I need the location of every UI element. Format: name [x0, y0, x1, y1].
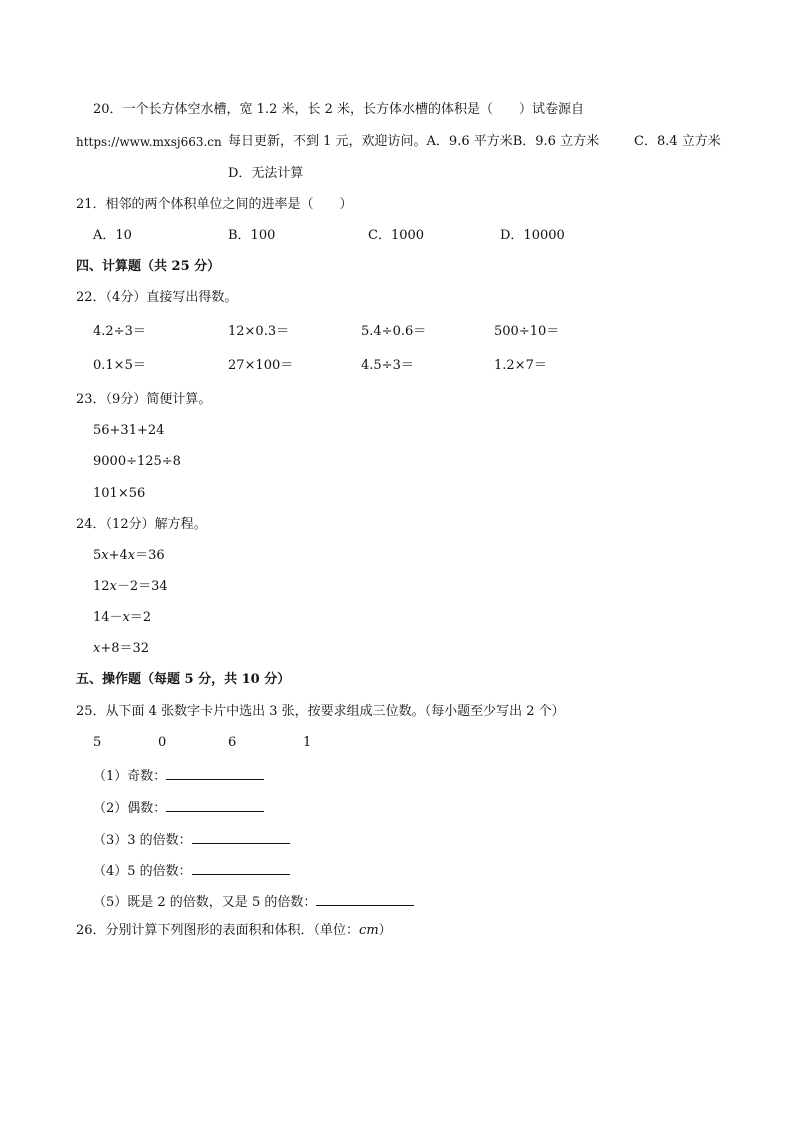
answer-blank[interactable] [192, 830, 290, 844]
q22-item: 5.4÷0.6＝ [361, 324, 427, 339]
q22-item: 12×0.3＝ [228, 324, 290, 339]
q20-source-url[interactable]: https://www.mxsj663.cn [76, 135, 222, 149]
answer-blank[interactable] [192, 861, 290, 875]
q25-part: （3）3 的倍数： [93, 830, 290, 849]
answer-blank[interactable] [166, 798, 264, 812]
q21-stem: 21．相邻的两个体积单位之间的进率是（ ） [76, 197, 353, 212]
q26-stem: 26．分别计算下列图形的表面积和体积．（单位：cm） [76, 923, 392, 938]
q22-item: 27×100＝ [228, 358, 294, 373]
q25-stem: 25．从下面 4 张数字卡片中选出 3 张，按要求组成三位数。（每小题至少写出 2 个） [76, 704, 565, 719]
q24-equation: 5x+4x＝36 [93, 548, 165, 563]
digit-card: 0 [158, 735, 167, 750]
digit-card: 1 [303, 735, 312, 750]
answer-blank[interactable] [316, 892, 414, 906]
q20-option-c: C．8.4 立方米 [634, 134, 721, 149]
q23-item: 56+31+24 [93, 423, 165, 438]
q25-part: （1）奇数： [93, 766, 264, 785]
q21-option-a: A．10 [93, 228, 132, 243]
q22-item: 4.2÷3＝ [93, 324, 146, 339]
q22-item: 1.2×7＝ [494, 358, 547, 373]
q23-item: 9000÷125÷8 [93, 454, 181, 469]
q25-part: （5）既是 2 的倍数，又是 5 的倍数： [93, 892, 414, 911]
section5-title: 五、操作题（每题 5 分，共 10 分） [76, 672, 291, 687]
q21-option-d: D．10000 [500, 228, 565, 243]
q20-line1: 20．一个长方体空水槽，宽 1.2 米，长 2 米，长方体水槽的体积是（ ）试卷源自 [93, 102, 585, 117]
q21-option-b: B．100 [228, 228, 276, 243]
q20-line2: 每日更新，不到 1 元，欢迎访问。A．9.6 平方米B．9.6 立方米 [228, 134, 600, 149]
q22-item: 500÷10＝ [494, 324, 560, 339]
answer-blank[interactable] [166, 766, 264, 780]
q22-item: 4.5÷3＝ [361, 358, 414, 373]
q23-stem: 23．（9分）简便计算。 [76, 392, 212, 407]
q25-part: （2）偶数： [93, 798, 264, 817]
q24-equation: 14－x＝2 [93, 610, 152, 625]
q25-part: （4）5 的倍数： [93, 861, 290, 880]
q23-item: 101×56 [93, 486, 146, 501]
q24-equation: 12x－2＝34 [93, 579, 168, 594]
q22-item: 0.1×5＝ [93, 358, 146, 373]
digit-card: 6 [228, 735, 237, 750]
section4-title: 四、计算题（共 25 分） [76, 259, 221, 274]
q24-equation: x+8＝32 [93, 641, 150, 656]
q21-option-c: C．1000 [368, 228, 425, 243]
digit-card: 5 [93, 735, 102, 750]
q22-stem: 22．（4分）直接写出得数。 [76, 290, 238, 305]
q24-stem: 24．（12分）解方程。 [76, 517, 207, 532]
q20-option-d: D．无法计算 [228, 166, 304, 181]
